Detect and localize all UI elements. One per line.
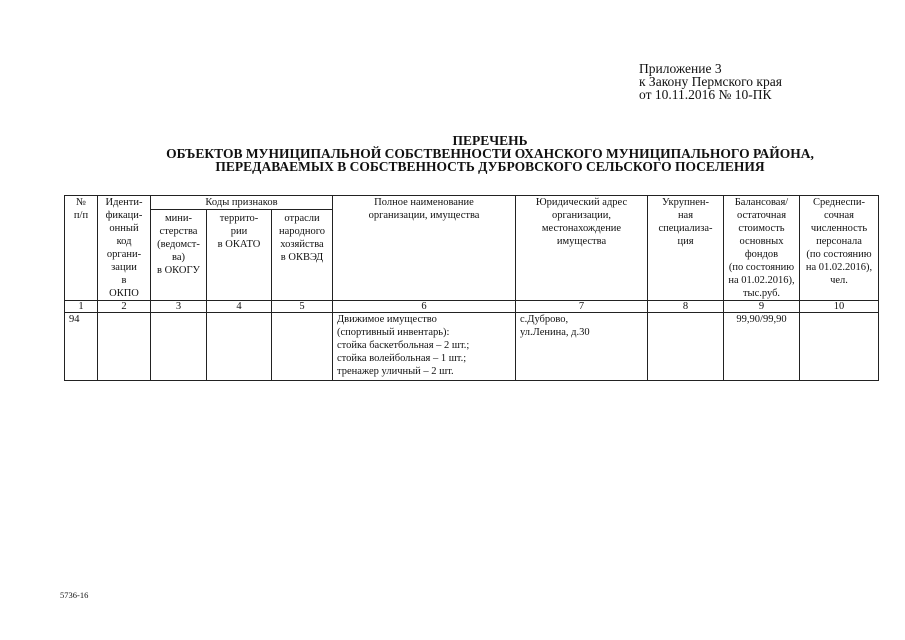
appendix-line-1: Приложение 3 <box>639 61 722 76</box>
column-number: 10 <box>800 301 879 313</box>
cell-address: с.Дуброво, ул.Ленина, д.30 <box>516 313 648 381</box>
header-okpo: Иденти- фикаци- онный код органи- зации в ОКПО <box>98 196 151 301</box>
cell-okpo <box>98 313 151 381</box>
table-row <box>65 313 879 381</box>
table-header-row <box>65 196 879 210</box>
cell-okved <box>272 313 333 381</box>
cell-name: Движимое имущество (спортивный инвентарь): стойка баскетбольная – 2 шт.; стойка волейбольная – 1 шт.; тренажер уличный – 2 шт. <box>333 313 516 381</box>
cell-value: 99,90/99,90 <box>724 313 800 381</box>
document-title <box>60 134 905 173</box>
cell-staff <box>800 313 879 381</box>
column-number: 4 <box>207 301 272 313</box>
appendix-line-2: к Закону Пермского края <box>639 74 782 89</box>
column-number: 5 <box>272 301 333 313</box>
title-line-3: ПЕРЕДАВАЕМЫХ В СОБСТВЕННОСТЬ ДУБРОВСКОГО СЕЛЬСКОГО ПОСЕЛЕНИЯ <box>215 159 765 174</box>
title-line-2: ОБЪЕКТОВ МУНИЦИПАЛЬНОЙ СОБСТВЕННОСТИ ОХАНСКОГО МУНИЦИПАЛЬНОГО РАЙОНА, <box>166 146 814 161</box>
column-number: 2 <box>98 301 151 313</box>
cell-num: 94 <box>65 313 98 381</box>
header-staff: Среднеспи- сочная численность персонала (по состоянию на 01.02.2016), чел. <box>800 196 879 301</box>
appendix-line-3: от 10.11.2016 № 10-ПК <box>639 87 772 102</box>
header-okogu: мини- стерства (ведомст- ва) в ОКОГУ <box>151 210 207 301</box>
column-number: 9 <box>724 301 800 313</box>
column-number: 1 <box>65 301 98 313</box>
header-value: Балансовая/ остаточная стоимость основных фондов (по состоянию на 01.02.2016), тыс.руб. <box>724 196 800 301</box>
header-codes-group: Коды признаков <box>151 196 333 210</box>
header-okato: террито- рии в ОКАТО <box>207 210 272 301</box>
title-line-1: ПЕРЕЧЕНЬ <box>452 133 528 148</box>
appendix-header <box>639 62 782 101</box>
header-num: № п/п <box>65 196 98 301</box>
cell-specialization <box>648 313 724 381</box>
header-okved: отрасли народного хозяйства в ОКВЭД <box>272 210 333 301</box>
cell-okato <box>207 313 272 381</box>
column-number: 7 <box>516 301 648 313</box>
cell-okogu <box>151 313 207 381</box>
column-number: 8 <box>648 301 724 313</box>
document-code: 5736-16 <box>60 590 89 600</box>
column-number: 3 <box>151 301 207 313</box>
column-number: 6 <box>333 301 516 313</box>
property-table <box>64 195 879 381</box>
header-address: Юридический адрес организации, местонахождение имущества <box>516 196 648 301</box>
header-name: Полное наименование организации, имущества <box>333 196 516 301</box>
header-specialization: Укрупнен- ная специализа- ция <box>648 196 724 301</box>
column-numbers-row <box>65 301 879 313</box>
